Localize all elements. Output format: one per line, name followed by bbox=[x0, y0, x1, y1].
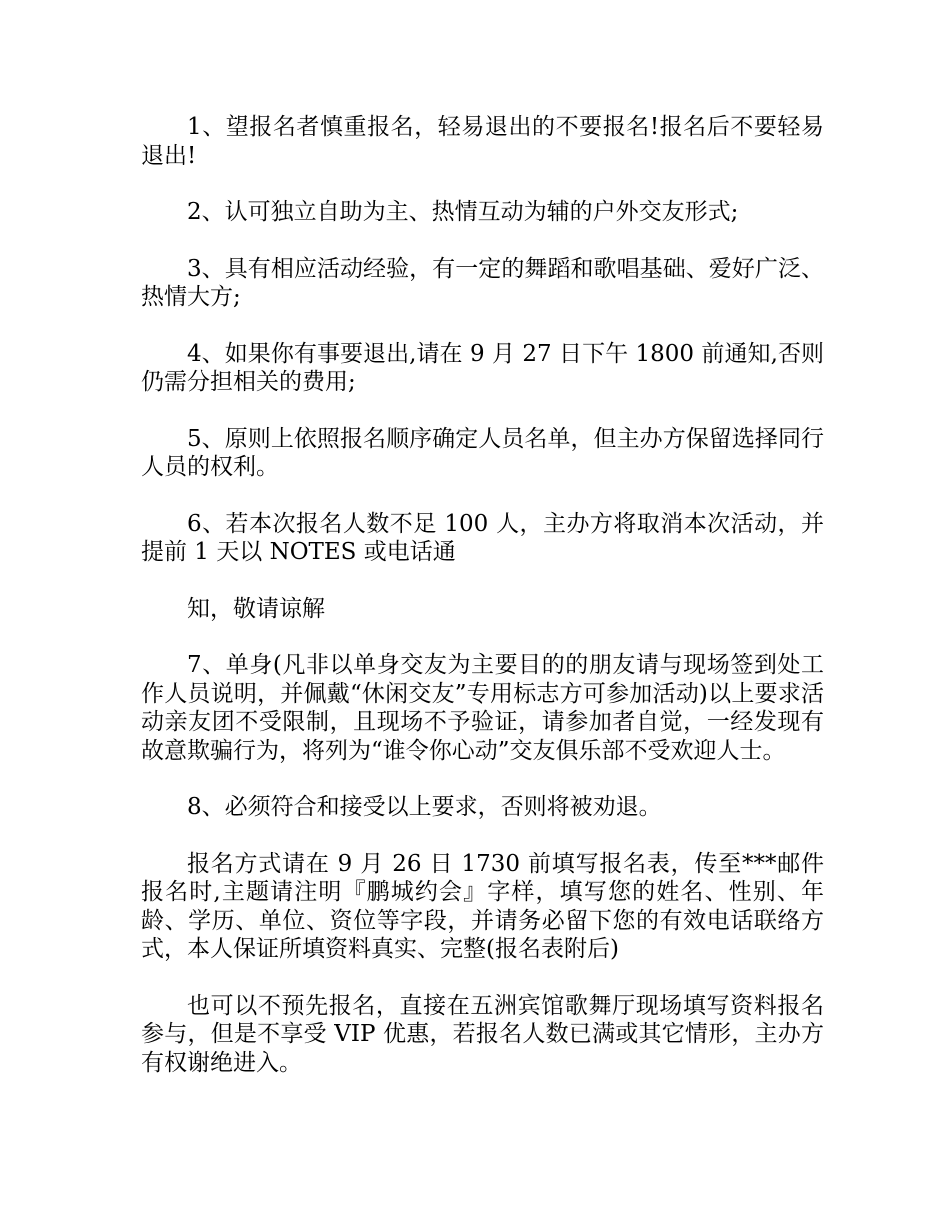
paragraph-7: 7、单身(凡非以单身交友为主要目的的朋友请与现场签到处工作人员说明，并佩戴“休闲交友”专用标志方可参加活动)以上要求活动亲友团不受限制，且现场不予验证，请参加者自觉，一经发现有故意欺骗行为，将列为“谁令你心动”交友俱乐部不受欢迎人士。 bbox=[141, 652, 824, 764]
paragraph-3: 3、具有相应活动经验，有一定的舞蹈和歌唱基础、爱好广泛、热情大方; bbox=[141, 255, 824, 310]
paragraph-8: 8、必须符合和接受以上要求，否则将被劝退。 bbox=[187, 794, 662, 820]
paragraph-4: 4、如果你有事要退出,请在 9 月 27 日下午 1800 前通知,否则仍需分担相关的费用; bbox=[141, 340, 824, 395]
registration-method-paragraph: 报名方式请在 9 月 26 日 1730 前填写报名表，传至***邮件报名时,主题请注明『鹏城约会』字样，填写您的姓名、性别、年龄、学历、单位、资位等字段，并请务必留下您的有效电话联络方式，本人保证所填资料真实、完整(报名表附后) bbox=[141, 850, 824, 962]
paragraph-2: 2、认可独立自助为主、热情互动为辅的户外交友形式; bbox=[187, 199, 739, 225]
paragraph-6-continued: 知，敬请谅解 bbox=[187, 595, 325, 622]
paragraph-6: 6、若本次报名人数不足 100 人，主办方将取消本次活动，并提前 1 天以 NOTES 或电话通 bbox=[141, 510, 824, 565]
walk-in-registration-paragraph: 也可以不预先报名，直接在五洲宾馆歌舞厅现场填写资料报名参与，但是不享受 VIP 优惠，若报名人数已满或其它情形，主办方有权谢绝进入。 bbox=[141, 992, 824, 1076]
paragraph-5: 5、原则上依照报名顺序确定人员名单，但主办方保留选择同行人员的权利。 bbox=[141, 425, 824, 480]
paragraph-1: 1、望报名者慎重报名，轻易退出的不要报名!报名后不要轻易退出! bbox=[141, 114, 824, 169]
document-body bbox=[141, 113, 824, 1105]
